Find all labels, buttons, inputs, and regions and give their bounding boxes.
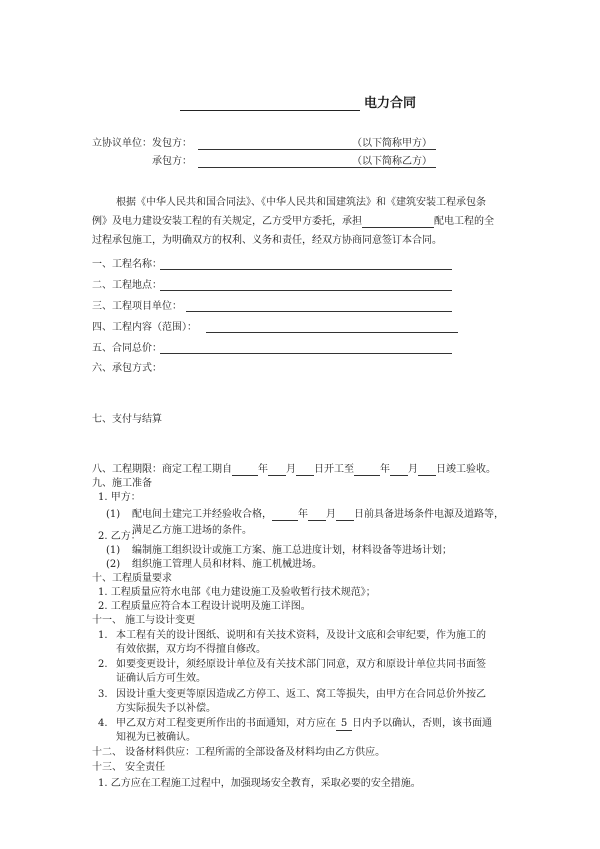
prep-a1-text-c: 月 <box>326 509 336 520</box>
intro-line-3: 过程承包施工，为明确双方的权利、义务和责任，经双方协商同意签订本合同。 <box>92 235 442 246</box>
field-project-scope: 四、工程内容（范围）： <box>92 322 197 333</box>
prep-a1-line-2: 满足乙方施工进场的条件。 <box>132 525 252 536</box>
prep-a1-day-blank <box>336 510 354 521</box>
design-item-3-number: 3. <box>98 689 108 700</box>
field-total-price: 五、合同总价： <box>92 343 162 354</box>
field-project-unit-line <box>186 311 452 312</box>
field-total-price-line <box>160 353 452 354</box>
prep-a1-line <box>132 508 504 521</box>
subcontractor-note: （以下简称乙方） <box>352 156 432 167</box>
design-item-4-text-b: 日内予以确认，否则，该书面通 <box>352 718 492 729</box>
section-materials: 十二、 设备材料供应：工程所需的全部设备及材料均由乙方供应。 <box>92 747 386 758</box>
prep-a1-month-blank <box>308 510 326 521</box>
design-item-3-line-2: 方实际损失予以补偿。 <box>116 703 216 714</box>
design-item-4-days: 5 <box>336 717 352 731</box>
period-end-day-blank <box>418 465 436 476</box>
safety-item-1: 1. 乙方应在工程施工过程中，加强现场安全教育，采取必要的安全措施。 <box>98 778 421 789</box>
intro-line-2-b: 配电工程的全 <box>434 216 494 227</box>
title-blank-line <box>180 98 360 111</box>
field-project-location: 二、工程地点： <box>92 280 162 291</box>
prep-party-a: 1. 甲方： <box>98 492 141 503</box>
intro-line-2-a: 例》及电力建设安装工程的有关规定，乙方受甲方委托，承担 <box>92 216 362 227</box>
title-text: 电力合同 <box>364 96 417 111</box>
design-item-4-line-1 <box>116 717 492 731</box>
field-contract-mode: 六、承包方式： <box>92 363 162 374</box>
period-end-month-blank <box>390 465 408 476</box>
period-text-a: 八、工程期限：商定工程工期自 <box>92 464 232 475</box>
period-start-year-blank <box>232 465 258 476</box>
page-title <box>180 92 416 111</box>
prep-b2: 组织施工管理人员和材料、施工机械进场。 <box>132 559 322 570</box>
design-item-2-number: 2. <box>98 659 108 670</box>
design-item-1-line-1: 本工程有关的设计图纸、说明和有关技术资料，及设计文底和会审纪要，作为施工的 <box>116 630 486 641</box>
design-item-2-line-2: 证确认后方可生效。 <box>116 673 206 684</box>
prep-a1-text-d: 日前具备进场条件电源及道路等， <box>354 509 504 520</box>
design-item-4-line-2: 知视为已被确认。 <box>116 732 196 743</box>
contractor-label: 发包方： <box>152 138 192 149</box>
field-project-name-line <box>160 269 452 270</box>
design-item-3-line-1: 因设计重大变更等原因造成乙方停工、返工、窝工等损失，由甲方在合同总价外按乙 <box>116 689 486 700</box>
field-project-scope-line <box>206 332 458 333</box>
intro-line-1: 根据《中华人民共和国合同法》、《中华人民共和国建筑法》和《建筑安装工程承包条 <box>116 197 486 208</box>
period-text-c: 月 <box>286 464 296 475</box>
design-item-1-number: 1. <box>98 630 108 641</box>
quality-item-1: 1. 工程质量应符水电部《电力建设施工及验收暂行技术规范》； <box>98 587 376 598</box>
parties-prefix: 立协议单位： <box>92 138 152 149</box>
period-text-e: 年 <box>380 464 390 475</box>
period-text-f: 月 <box>408 464 418 475</box>
prep-a1-year-blank <box>272 510 298 521</box>
field-project-location-line <box>160 290 452 291</box>
design-item-2-line-1: 如要变更设计，须经原设计单位及有关技术部门同意，双方和原设计单位共同书面签 <box>116 659 486 670</box>
period-start-day-blank <box>296 465 314 476</box>
field-project-name: 一、工程名称： <box>92 259 162 270</box>
period-text-d: 日开工至 <box>314 464 354 475</box>
section-safety: 十三、 安全责任 <box>92 762 166 773</box>
period-text-g: 日竣工验收。 <box>436 464 496 475</box>
prep-b1: 编制施工组织设计或施工方案、施工总进度计划，材料设备等进场计划； <box>132 545 452 556</box>
prep-b1-number: (1) <box>106 545 121 556</box>
section-prep: 九、施工准备 <box>92 478 152 489</box>
subcontractor-label: 承包方： <box>152 156 192 167</box>
quality-item-2: 2. 工程质量应符合本工程设计说明及施工详图。 <box>98 601 311 612</box>
prep-party-b: 2. 乙方： <box>98 531 141 542</box>
section-period <box>92 463 496 476</box>
prep-b2-number: (2) <box>106 559 121 570</box>
contractor-note: （以下简称甲方） <box>352 138 432 149</box>
prep-a1-number: (1) <box>106 509 121 520</box>
design-item-4-text-a: 甲乙双方对工程变更所作出的书面通知，对方应在 <box>116 718 336 729</box>
section-quality: 十、工程质量要求 <box>92 573 172 584</box>
intro-project-blank <box>362 217 434 228</box>
period-start-month-blank <box>268 465 286 476</box>
period-text-b: 年 <box>258 464 268 475</box>
prep-a1-text-a: 配电间土建完工并经验收合格， <box>132 509 272 520</box>
section-design-change: 十一、 施工与设计变更 <box>92 615 196 626</box>
intro-line-2 <box>92 215 494 228</box>
section-payment: 七、支付与结算 <box>92 414 162 425</box>
design-item-4-number: 4. <box>98 718 108 729</box>
field-project-unit: 三、工程项目单位： <box>92 301 182 312</box>
design-item-1-line-2: 有效依据，双方均不得擅自修改。 <box>116 644 266 655</box>
period-end-year-blank <box>354 465 380 476</box>
prep-a1-text-b: 年 <box>298 509 308 520</box>
